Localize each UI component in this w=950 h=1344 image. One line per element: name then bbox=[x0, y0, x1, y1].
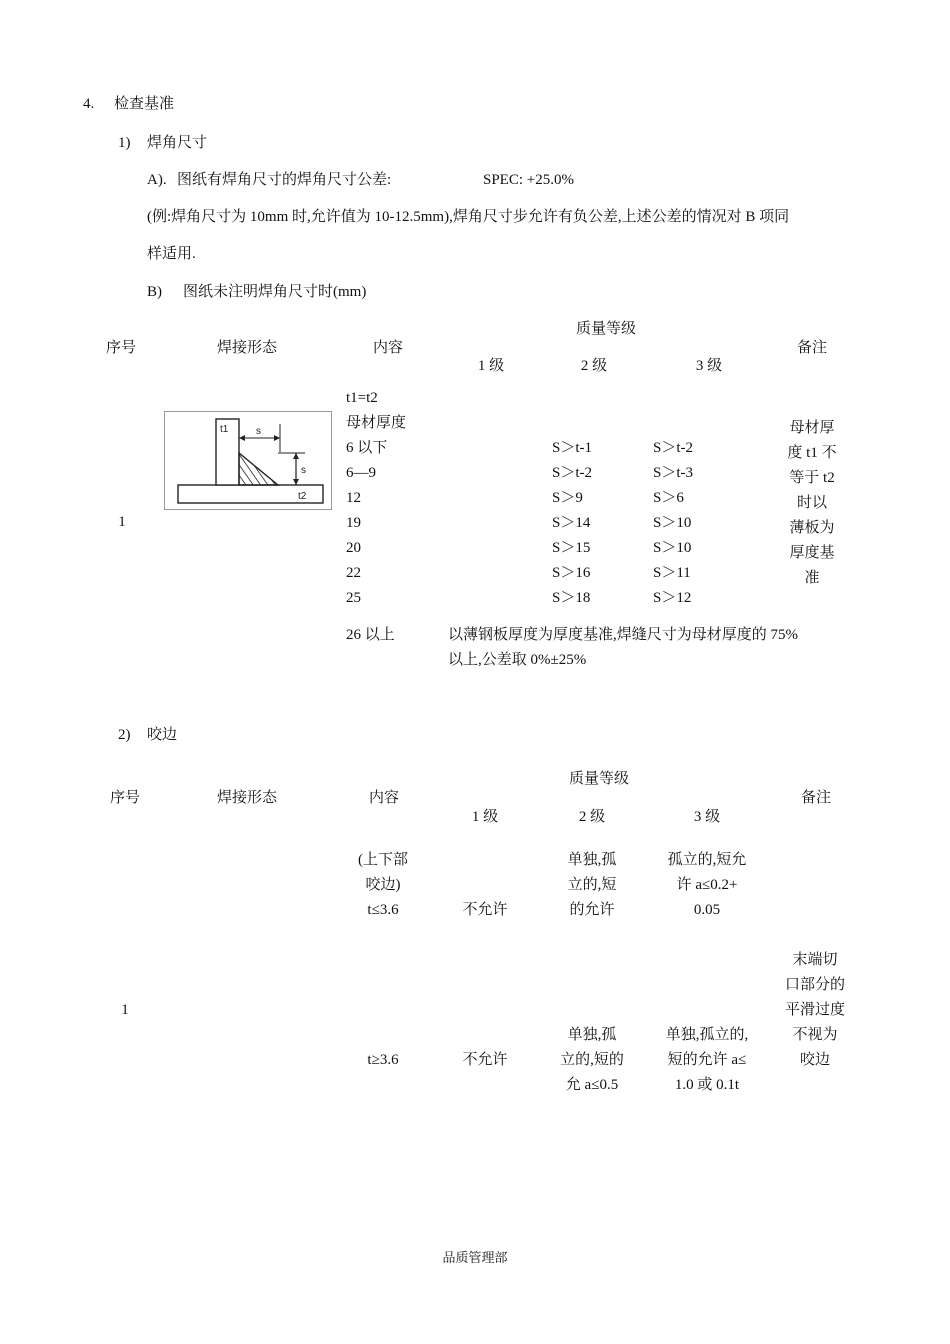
t1-content-head-2: 母材厚度 bbox=[346, 415, 407, 431]
t2-row2-g3-line: 单独,孤立的, bbox=[665, 1027, 749, 1043]
t2-row2-g1: 不允许 bbox=[462, 1052, 508, 1068]
t1-remark-line: 等于 t2 bbox=[789, 470, 835, 486]
t2-row1-g1: 不允许 bbox=[462, 902, 508, 918]
section-number: 4. bbox=[83, 96, 95, 112]
t1-header-content: 内容 bbox=[372, 340, 404, 356]
t2-row1-g2-line: 单独,孤 bbox=[567, 852, 617, 868]
t2-row2-g3-line: 短的允许 a≤ bbox=[667, 1052, 747, 1068]
t1-header-g2: 2 级 bbox=[580, 358, 608, 374]
t1-row-thickness: 19 bbox=[346, 515, 361, 531]
t2-remark-line: 末端切 bbox=[792, 952, 838, 968]
sub1-title: 焊角尺寸 bbox=[147, 135, 208, 151]
t2-row2-g2-line: 单独,孤 bbox=[567, 1027, 617, 1043]
t1-row-thickness: 20 bbox=[346, 540, 361, 556]
t1-header-g3: 3 级 bbox=[695, 358, 723, 374]
t1-remark-line: 度 t1 不 bbox=[787, 445, 837, 461]
partA-note-line1: (例:焊角尺寸为 10mm 时,允许值为 10-12.5mm),焊角尺寸步允许有负公差,上述公差的情况对 B 项同 bbox=[147, 209, 790, 225]
diagram-label-t1: t1 bbox=[220, 424, 229, 435]
t2-header-seq: 序号 bbox=[109, 790, 141, 806]
diagram-label-s-vertical: s bbox=[301, 465, 306, 476]
t1-seq: 1 bbox=[118, 514, 126, 530]
t1-row-g2: S＞16 bbox=[552, 565, 591, 581]
t1-row-thickness: 12 bbox=[346, 490, 361, 506]
t1-row-g3: S＞11 bbox=[653, 565, 691, 581]
fillet-weld-diagram bbox=[164, 411, 332, 510]
t2-remark-line: 咬边 bbox=[799, 1052, 831, 1068]
t1-header-remark: 备注 bbox=[796, 340, 828, 356]
t2-row1-content-line: 咬边) bbox=[365, 877, 401, 893]
t2-row1-g2-line: 立的,短 bbox=[567, 877, 617, 893]
t1-header-g1: 1 级 bbox=[477, 358, 505, 374]
t2-seq: 1 bbox=[121, 1002, 129, 1018]
t2-remark-line: 口部分的 bbox=[784, 977, 846, 993]
t2-row2-g2-line: 立的,短的 bbox=[560, 1052, 624, 1068]
t2-remark-line: 不视为 bbox=[792, 1027, 838, 1043]
t1-last-text-line2: 以上,公差取 0%±25% bbox=[448, 652, 587, 668]
t1-remark-line: 时以 bbox=[796, 495, 828, 511]
t1-row-g2: S＞15 bbox=[552, 540, 591, 556]
t2-row1-content-line: (上下部 bbox=[358, 852, 408, 868]
sub2-title: 咬边 bbox=[147, 727, 178, 743]
t2-row2-content: t≥3.6 bbox=[367, 1052, 399, 1068]
t1-last-text-line1: 以薄钢板厚度为厚度基准,焊缝尺寸为母材厚度的 75% bbox=[448, 627, 798, 643]
t2-header-remark: 备注 bbox=[800, 790, 832, 806]
partB-label: B) bbox=[147, 284, 162, 300]
t2-header-g1: 1 级 bbox=[471, 809, 499, 825]
t1-header-grade: 质量等级 bbox=[575, 321, 637, 337]
t1-row-g3: S＞10 bbox=[653, 540, 692, 556]
partA-label: A). bbox=[147, 172, 167, 188]
t2-header-form: 焊接形态 bbox=[216, 790, 278, 806]
partA-text: 图纸有焊角尺寸的焊角尺寸公差: bbox=[177, 172, 392, 188]
diagram-label-s-horizontal: s bbox=[256, 426, 261, 437]
t1-row-g3: S＞10 bbox=[653, 515, 692, 531]
t1-row-g3: S＞6 bbox=[653, 490, 684, 506]
t1-row-g2: S＞t-2 bbox=[552, 465, 593, 481]
t2-header-g2: 2 级 bbox=[578, 809, 606, 825]
t1-row-thickness: 6 以下 bbox=[346, 440, 388, 456]
partA-spec: SPEC: +25.0% bbox=[483, 172, 574, 188]
t2-header-content: 内容 bbox=[368, 790, 400, 806]
t2-header-grade: 质量等级 bbox=[568, 771, 630, 787]
t2-row1-g3-line: 孤立的,短允 bbox=[667, 852, 747, 868]
t1-remark-line: 厚度基 bbox=[789, 545, 835, 561]
t1-header-seq: 序号 bbox=[105, 340, 137, 356]
diagram-label-t2: t2 bbox=[298, 491, 307, 502]
t2-header-g3: 3 级 bbox=[693, 809, 721, 825]
t1-row-g3: S＞12 bbox=[653, 590, 692, 606]
t1-row-g2: S＞18 bbox=[552, 590, 591, 606]
t1-remark-line: 母材厚 bbox=[789, 420, 835, 436]
t1-row-g2: S＞t-1 bbox=[552, 440, 593, 456]
t1-row-g3: S＞t-2 bbox=[653, 440, 694, 456]
page-footer: 品质管理部 bbox=[442, 1250, 508, 1265]
t1-header-form: 焊接形态 bbox=[216, 340, 278, 356]
t1-row-g2: S＞14 bbox=[552, 515, 591, 531]
t1-row-g3: S＞t-3 bbox=[653, 465, 694, 481]
sub2-number: 2) bbox=[118, 727, 131, 743]
t1-row-g2: S＞9 bbox=[552, 490, 583, 506]
t1-remark-line: 准 bbox=[804, 570, 820, 586]
t2-row1-g3-line: 0.05 bbox=[693, 902, 721, 918]
t1-row-thickness: 22 bbox=[346, 565, 361, 581]
partB-text: 图纸未注明焊角尺寸时(mm) bbox=[183, 284, 367, 300]
t2-row2-g2-line: 允 a≤0.5 bbox=[565, 1077, 619, 1093]
t2-row1-g2-line: 的允许 bbox=[569, 902, 615, 918]
t2-row1-content-line: t≤3.6 bbox=[367, 902, 399, 918]
section-title: 检查基准 bbox=[114, 96, 175, 112]
t1-remark-line: 薄板为 bbox=[789, 520, 835, 536]
t1-content-head-1: t1=t2 bbox=[346, 390, 378, 406]
t1-last-thickness: 26 以上 bbox=[346, 627, 395, 643]
partA-note-line2: 样适用. bbox=[147, 246, 196, 262]
sub1-number: 1) bbox=[118, 135, 131, 151]
t2-remark-line: 平滑过度 bbox=[784, 1002, 846, 1018]
t2-row1-g3-line: 许 a≤0.2+ bbox=[676, 877, 738, 893]
t2-row2-g3-line: 1.0 或 0.1t bbox=[674, 1077, 740, 1093]
t1-row-thickness: 6—9 bbox=[346, 465, 376, 481]
t1-row-thickness: 25 bbox=[346, 590, 361, 606]
